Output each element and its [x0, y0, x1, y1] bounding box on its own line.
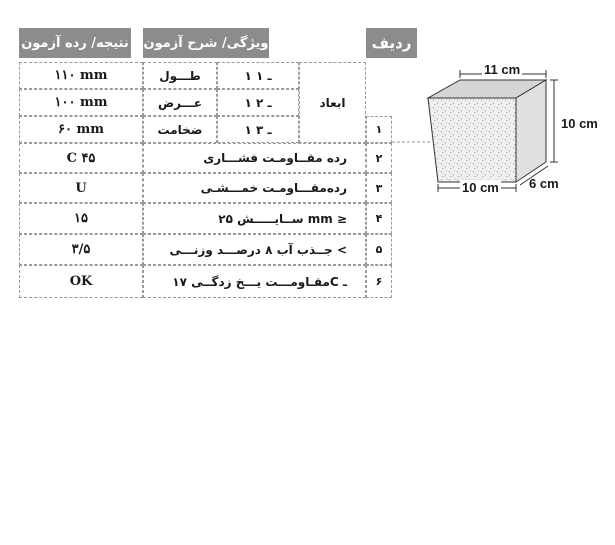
row-4-spec: ســایـــــش ۲۵ mm ≥ [143, 203, 366, 234]
header-result: نتیجه/ رده آزمون [19, 28, 131, 58]
dimension-width-result: ۱۰۰ mm [19, 89, 143, 116]
dimension-length-result: ۱۱۰ mm [19, 62, 143, 89]
dimension-thickness-result: ۶۰ mm [19, 116, 143, 143]
row-3-result: U [19, 173, 143, 203]
row-6-spec: مقـاومـــت یـــخ زدگــی ۱۷C ـ [143, 265, 366, 298]
dimension-thickness-code: ۱ ـ ۳ [217, 116, 299, 143]
row-5-spec: جــذب آب ۸ درصـــد وزنـــی < [143, 234, 366, 265]
dimension-thickness-name: ضخامت [143, 116, 217, 143]
block-side-face [516, 80, 546, 182]
row-number-5: ۵ [366, 234, 392, 265]
header-row: ردیف [366, 28, 417, 58]
dimension-group-label: ابعاد [299, 62, 366, 143]
row-number-1: ۱ [366, 116, 392, 143]
dimension-width-code: ۱ ـ ۲ [217, 89, 299, 116]
block-front-face [428, 98, 516, 182]
row-6-result: OK [19, 265, 143, 298]
row-number-4: ۴ [366, 203, 392, 234]
dimension-length-name: طـــول [143, 62, 217, 89]
row-number-2: ۲ [366, 143, 392, 173]
figure-bottom-label: 10 cm [462, 180, 499, 195]
row-2-spec: رده مقــاومـت فشـــاری [143, 143, 366, 173]
row-3-spec: رده‌مقـــاومـت خمـــشـی [143, 173, 366, 203]
row-5-result: ۳/۵ [19, 234, 143, 265]
row-number-3: ۳ [366, 173, 392, 203]
figure-top-label: 11 cm [484, 62, 521, 77]
figure-side-label: 6 cm [529, 176, 559, 191]
row-4-result: ۱۵ [19, 203, 143, 234]
row-2-result: C ۴۵ [19, 143, 143, 173]
row-number-6: ۶ [366, 265, 392, 298]
dimension-width-name: عـــرض [143, 89, 217, 116]
header-spec: ویژگی/ شرح آزمون [143, 28, 269, 58]
dimension-length-code: ۱ ـ ۱ [217, 62, 299, 89]
figure-right-label: 10 cm [561, 116, 598, 131]
